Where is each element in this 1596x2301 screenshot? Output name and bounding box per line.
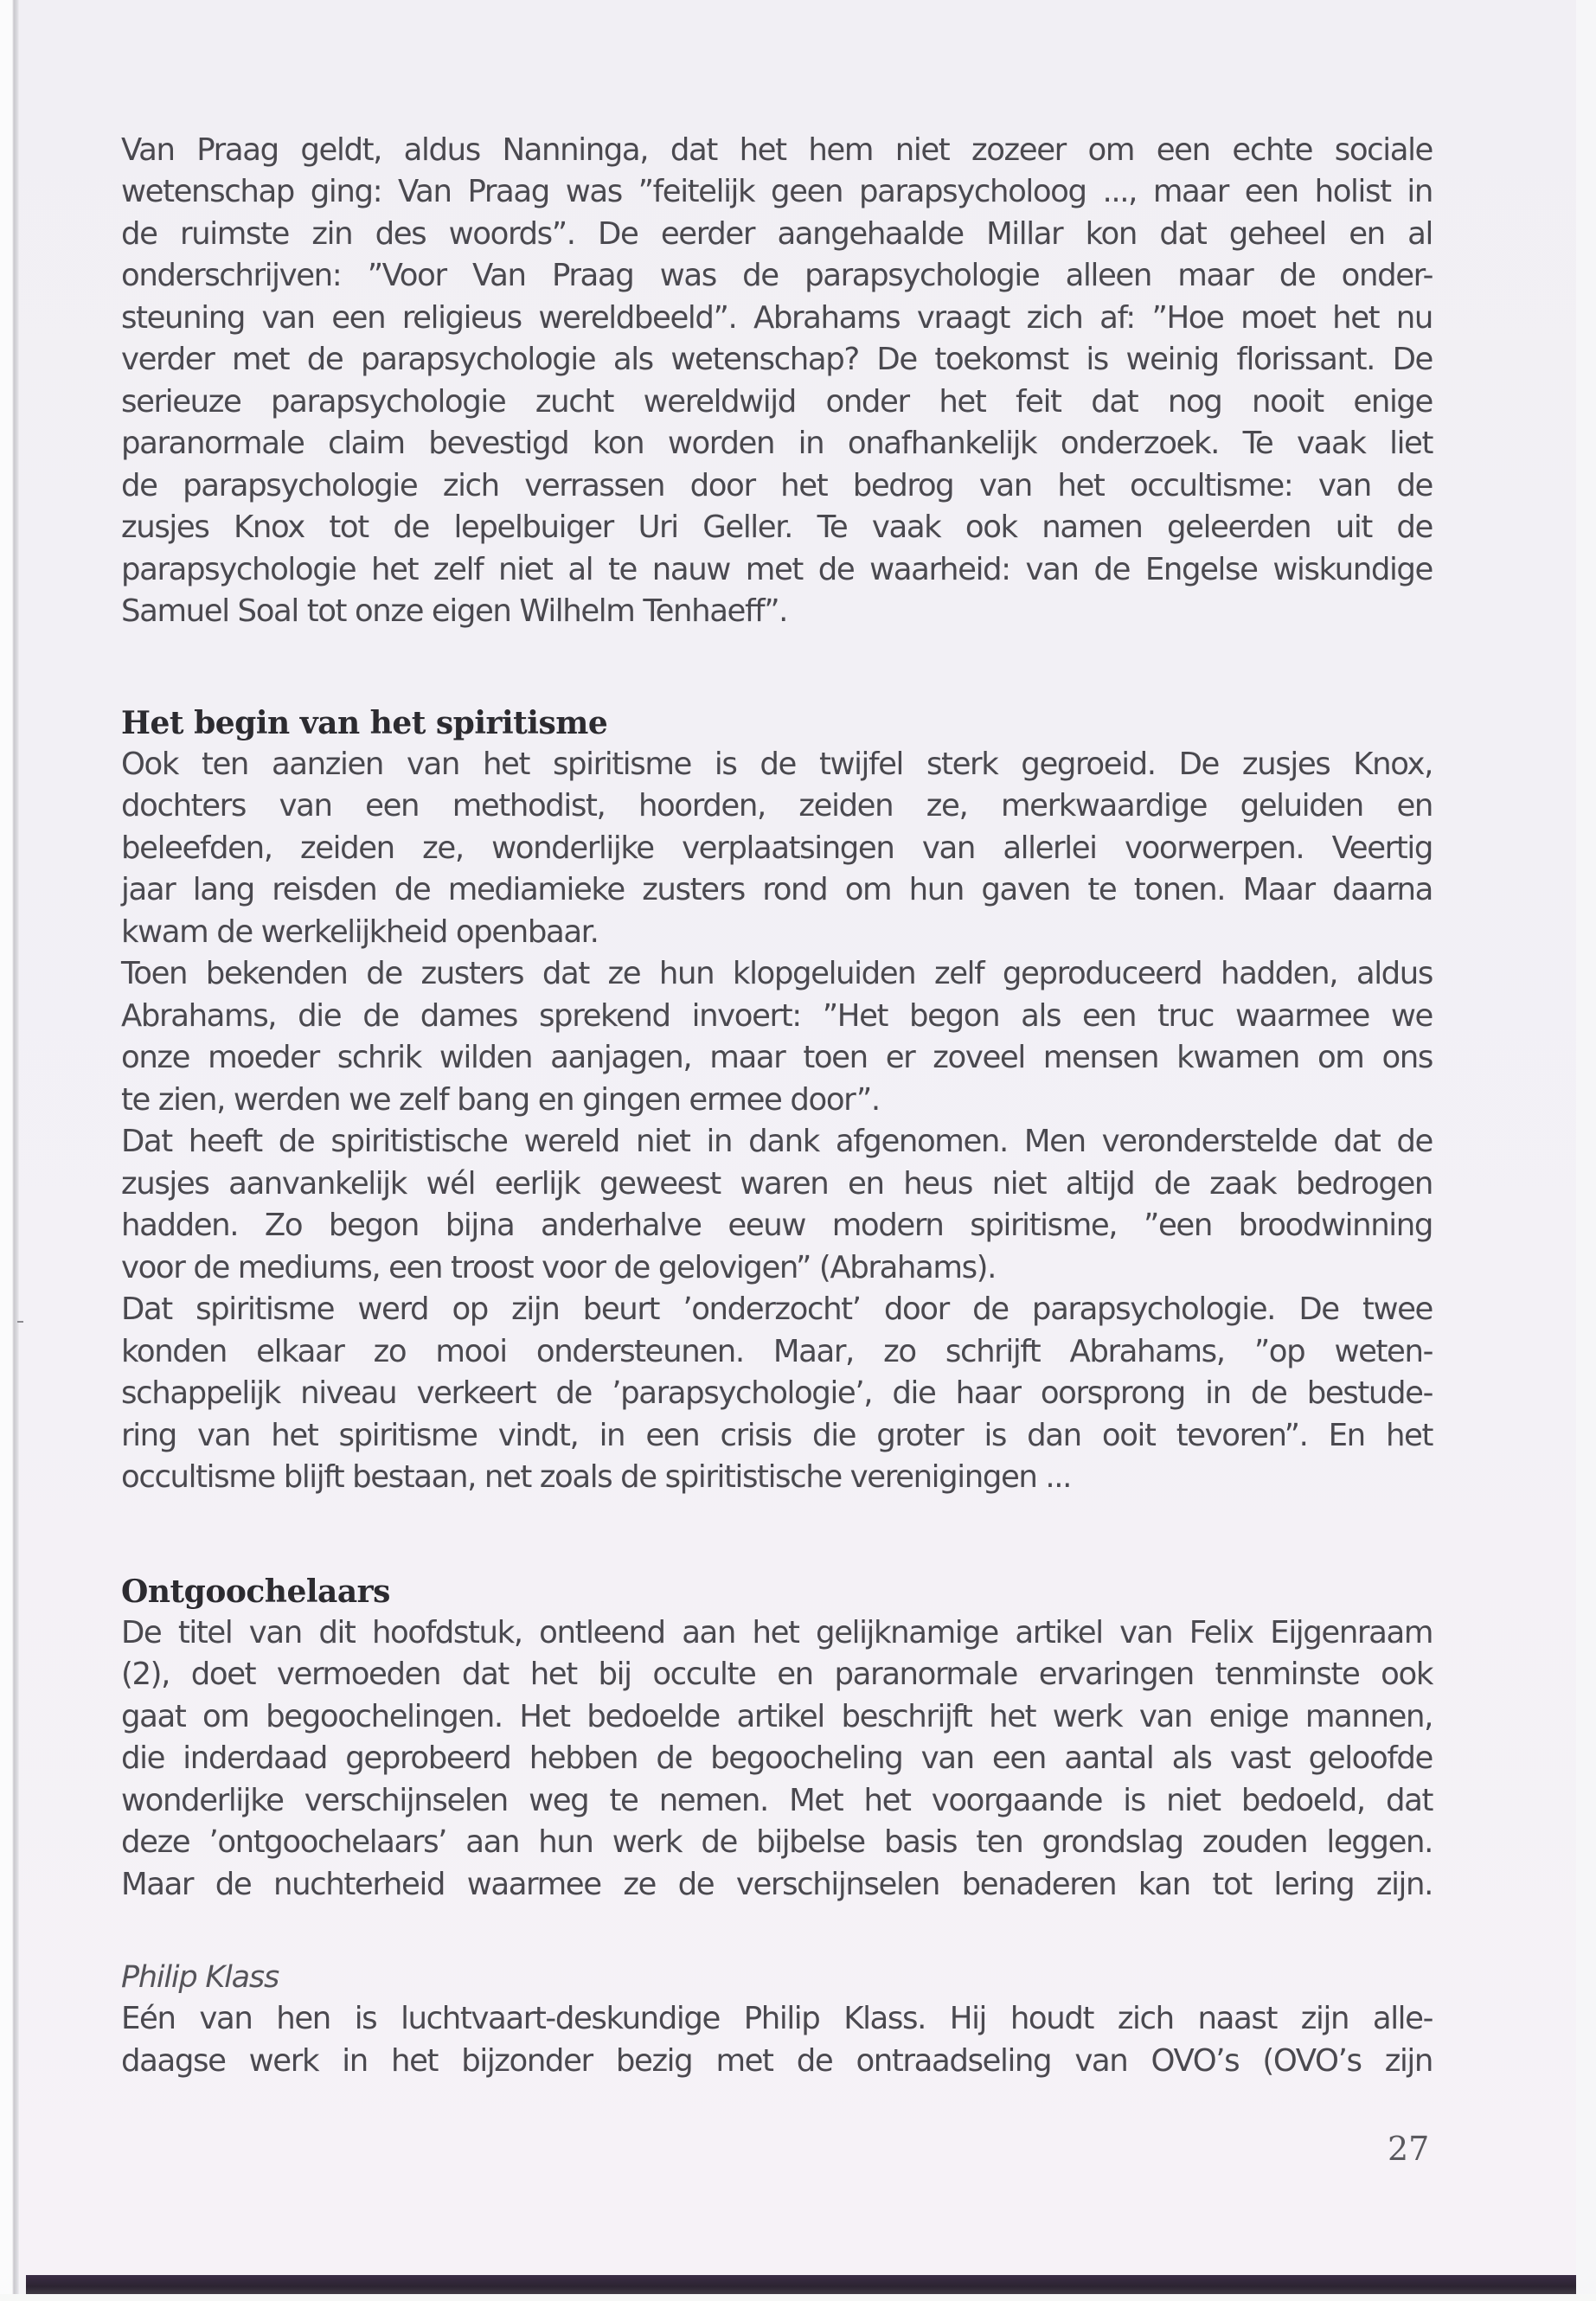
text-line: zusjes aanvankelijk wél eerlijk geweest waren en heus niet altijd de zaak bedrogen [121, 1166, 1433, 1202]
text-line: zusjes Knox tot de lepelbuiger Uri Geller. Te vaak ook namen geleerden uit de [121, 510, 1433, 545]
text-line: gaat om begoochelingen. Het bedoelde artikel beschrijft het werk van enige mannen, [121, 1699, 1433, 1734]
text-line: verder met de parapsychologie als wetenschap? De toekomst is weinig florissant. De [121, 342, 1433, 377]
text-line: Ook ten aanzien van het spiritisme is de twijfel sterk gegroeid. De zusjes Knox, [121, 747, 1433, 782]
text-line: jaar lang reisden de mediamieke zusters rond om hun gaven te tonen. Maar daarna [121, 872, 1433, 907]
text-line: daagse werk in het bijzonder bezig met de ontraadseling van OVO’s (OVO’s zijn [121, 2043, 1433, 2079]
text-line: te zien, werden we zelf bang en gingen ermee door”. [121, 1082, 880, 1118]
text-line: ring van het spiritisme vindt, in een crisis die groter is dan ooit tevoren”. En het [121, 1418, 1433, 1453]
scan-left-edge [0, 0, 19, 2301]
text-line: hadden. Zo begon bijna anderhalve eeuw modern spiritisme, ”een broodwinning [121, 1208, 1433, 1243]
text-line: wonderlijke verschijnselen weg te nemen. Met het voorgaande is niet bedoeld, dat [121, 1783, 1433, 1818]
text-line: konden elkaar zo mooi ondersteunen. Maar, zo schrijft Abrahams, ”op weten- [121, 1334, 1433, 1369]
page-bottom-shadow [26, 2275, 1576, 2294]
text-line: Van Praag geldt, aldus Nanninga, dat het hem niet zozeer om een echte sociale [121, 132, 1433, 168]
text-line: onze moeder schrik wilden aanjagen, maar toen er zoveel mensen kwamen om ons [121, 1040, 1433, 1075]
text-line: dochters van een methodist, hoorden, zeiden ze, merkwaardige geluiden en [121, 788, 1433, 824]
scan-right-margin [1576, 0, 1596, 2301]
text-line: Eén van hen is luchtvaart-deskundige Philip Klass. Hij houdt zich naast zijn alle- [121, 2001, 1433, 2036]
text-line: kwam de werkelijkheid openbaar. [121, 914, 599, 950]
text-line: voor de mediums, een troost voor de gelovigen” (Abrahams). [121, 1250, 996, 1285]
text-line: beleefden, zeiden ze, wonderlijke verplaatsingen van allerlei voorwerpen. Veertig [121, 830, 1433, 866]
text-line: Dat heeft de spiritistische wereld niet in dank afgenomen. Men veronderstelde dat de [121, 1124, 1433, 1159]
text-line: schappelijk niveau verkeert de ’parapsychologie’, die haar oorsprong in de bestude- [121, 1375, 1433, 1411]
text-line: De titel van dit hoofdstuk, ontleend aan het gelijknamige artikel van Felix Eijgenraam [121, 1615, 1433, 1650]
text-line: Toen bekenden de zusters dat ze hun klopgeluiden zelf geproduceerd hadden, aldus [121, 956, 1433, 991]
text-line: serieuze parapsychologie zucht wereldwijd onder het feit dat nog nooit enige [121, 384, 1433, 420]
text-line: die inderdaad geprobeerd hebben de begoocheling van een aantal als vast geloofde [121, 1740, 1433, 1776]
page-number: 27 [1388, 2130, 1430, 2168]
text-line: onderschrijven: ”Voor Van Praag was de parapsychologie alleen maar de onder- [121, 258, 1433, 293]
section-heading: Het begin van het spiritisme [121, 705, 608, 741]
margin-tick-mark [17, 1321, 23, 1323]
text-line: Maar de nuchterheid waarmee ze de verschijnselen benaderen kan tot lering zijn. [121, 1867, 1433, 1902]
text-line: parapsychologie het zelf niet al te nauw met de waarheid: van de Engelse wiskundige [121, 552, 1433, 587]
text-line: wetenschap ging: Van Praag was ”feitelijk geen parapsycholoog ..., maar een holist in [121, 174, 1433, 209]
scan-bottom-margin [0, 2294, 1596, 2301]
text-line: steuning van een religieus wereldbeeld”. Abrahams vraagt zich af: ”Hoe moet het nu [121, 300, 1433, 336]
text-line: Dat spiritisme werd op zijn beurt ’onderzocht’ door de parapsychologie. De twee [121, 1292, 1433, 1327]
text-line: de ruimste zin des woords”. De eerder aangehaalde Millar kon dat geheel en al [121, 216, 1433, 252]
text-line: occultisme blijft bestaan, net zoals de spiritistische verenigingen ... [121, 1459, 1072, 1495]
text-line: Abrahams, die de dames sprekend invoert: ”Het begon als een truc waarmee we [121, 998, 1433, 1034]
section-heading: Ontgoochelaars [121, 1574, 390, 1610]
text-line: (2), doet vermoeden dat het bij occulte en paranormale ervaringen tenminste ook [121, 1657, 1433, 1692]
text-line: de parapsychologie zich verrassen door het bedrog van het occultisme: van de [121, 468, 1433, 503]
text-line: Samuel Soal tot onze eigen Wilhelm Tenhaeff”. [121, 593, 788, 629]
subsection-heading: Philip Klass [121, 1960, 279, 1995]
text-line: paranormale claim bevestigd kon worden in onafhankelijk onderzoek. Te vaak liet [121, 426, 1433, 461]
text-line: deze ’ontgoochelaars’ aan hun werk de bijbelse basis ten grondslag zouden leggen. [121, 1824, 1433, 1860]
